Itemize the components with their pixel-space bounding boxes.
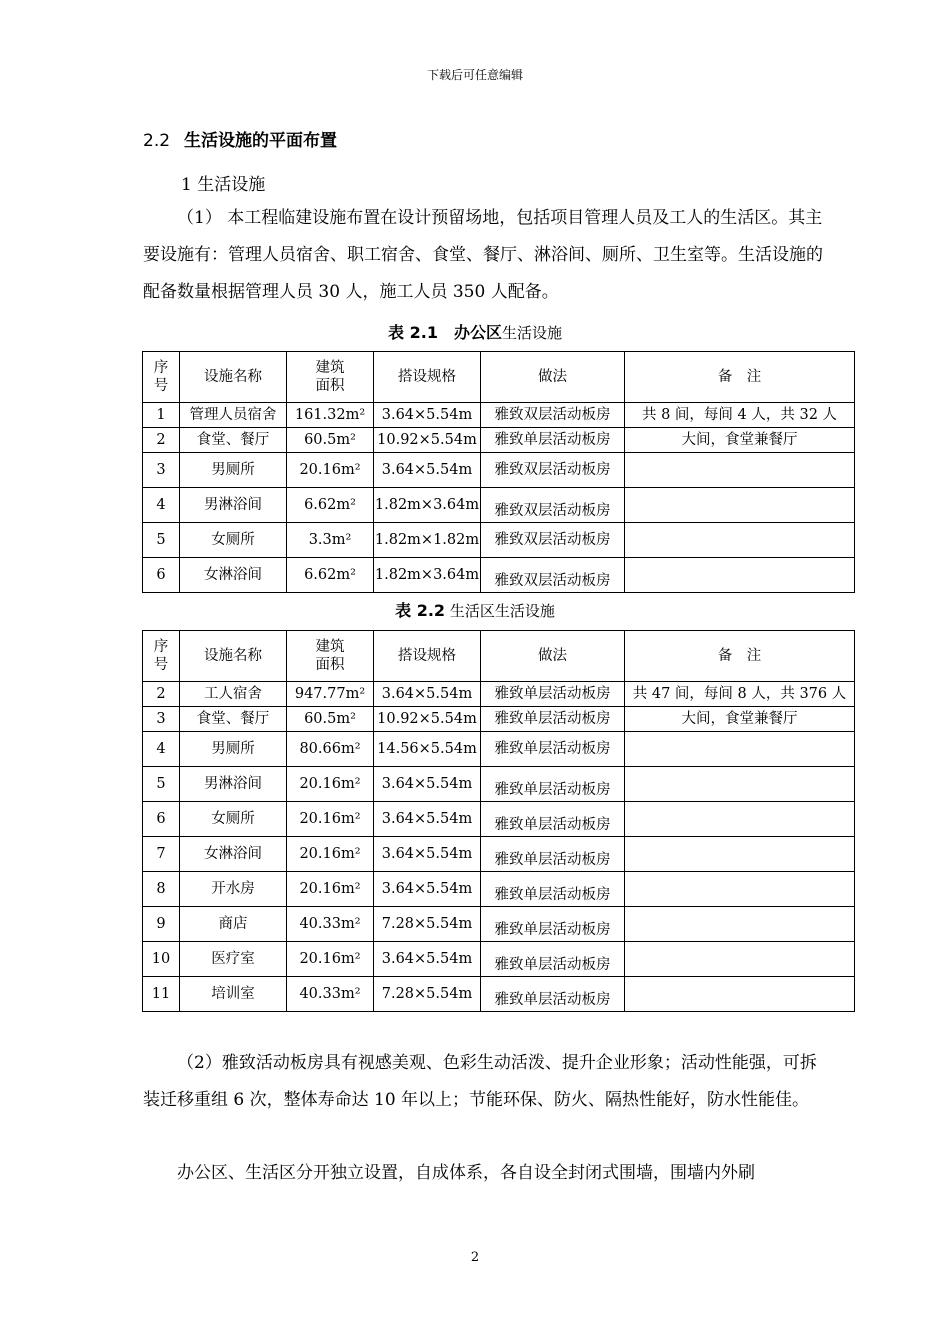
table-cell: 40.33m² <box>287 907 374 942</box>
table-cell: 3.64×5.54m <box>374 837 481 872</box>
header-cell: 建筑 面积 <box>287 631 374 682</box>
header-cell: 序 号 <box>143 352 180 403</box>
header-cell: 建筑 面积 <box>287 352 374 403</box>
header-cell: 设施名称 <box>180 631 287 682</box>
table-cell: 11 <box>143 977 180 1012</box>
table-cell: 1 <box>143 403 180 428</box>
table-cell: 共 8 间，每间 4 人，共 32 人 <box>625 403 855 428</box>
table-cell: 女厕所 <box>180 802 287 837</box>
subheading: 1 生活设施 <box>181 175 266 195</box>
table-cell: 大间，食堂兼餐厅 <box>625 428 855 453</box>
table-cell: 雅致单层活动板房 <box>481 767 625 802</box>
table-cell <box>625 872 855 907</box>
table-row <box>143 802 855 837</box>
table-cell: 雅致单层活动板房 <box>481 907 625 942</box>
table-cell: 雅致单层活动板房 <box>481 872 625 907</box>
table-row <box>143 942 855 977</box>
table-cell: 3.64×5.54m <box>374 802 481 837</box>
header-cell: 备 注 <box>625 631 855 682</box>
table-row <box>143 523 855 558</box>
table-cell: 20.16m² <box>287 872 374 907</box>
table-cell: 7 <box>143 837 180 872</box>
header-cell: 搭设规格 <box>374 631 481 682</box>
table-cell: 雅致单层活动板房 <box>481 977 625 1012</box>
table-cell: 雅致双层活动板房 <box>481 488 625 523</box>
table-cell: 14.56×5.54m <box>374 732 481 767</box>
table-cell: 3 <box>143 707 180 732</box>
table-row <box>143 837 855 872</box>
table-cell <box>625 732 855 767</box>
table-cell: 20.16m² <box>287 453 374 488</box>
paragraph-3: 办公区、生活区分开独立设置，自成体系，各自设全封闭式围墙，围墙内外刷 <box>177 1163 755 1183</box>
table-cell: 1.82m×3.64m <box>374 488 481 523</box>
table-cell: 男厕所 <box>180 732 287 767</box>
header-note: 下载后可任意编辑 <box>426 68 523 82</box>
table-row <box>143 428 855 453</box>
table-cell: 雅致单层活动板房 <box>481 942 625 977</box>
table-cell: 女厕所 <box>180 523 287 558</box>
table-cell: 雅致单层活动板房 <box>481 837 625 872</box>
table-cell: 食堂、餐厅 <box>180 707 287 732</box>
table-cell: 80.66m² <box>287 732 374 767</box>
table-cell: 雅致双层活动板房 <box>481 453 625 488</box>
table-cell: 10 <box>143 942 180 977</box>
table-cell <box>625 977 855 1012</box>
table-row <box>143 558 855 593</box>
table-cell: 2 <box>143 682 180 707</box>
table-cell: 6 <box>143 802 180 837</box>
table-row <box>143 403 855 428</box>
table-cell: 20.16m² <box>287 942 374 977</box>
table-cell <box>625 488 855 523</box>
table-cell: 3.64×5.54m <box>374 872 481 907</box>
table-row <box>143 682 855 707</box>
table-cell: 20.16m² <box>287 767 374 802</box>
table-cell <box>625 907 855 942</box>
table-cell <box>625 802 855 837</box>
paragraph-2: （2）雅致活动板房具有视感美观、色彩生动活泼、提升企业形象；活动性能强，可拆装迁移重组 6 次，整体寿命达 10 年以上；节能环保、防火、隔热性能好，防水性能佳。 <box>143 1053 817 1110</box>
table2-caption-rest: 生活区生活设施 <box>445 602 555 620</box>
table-cell: 3.64×5.54m <box>374 453 481 488</box>
page-number: 2 <box>470 1250 480 1265</box>
table-cell: 10.92×5.54m <box>374 428 481 453</box>
table-cell: 3.64×5.54m <box>374 942 481 977</box>
header-cell: 搭设规格 <box>374 352 481 403</box>
table-cell <box>625 942 855 977</box>
table-row <box>143 977 855 1012</box>
table1 <box>142 351 855 593</box>
table-cell: 3 <box>143 453 180 488</box>
table-cell: 3.64×5.54m <box>374 682 481 707</box>
table-row <box>143 872 855 907</box>
table-cell: 3.3m² <box>287 523 374 558</box>
table-cell: 1.82m×3.64m <box>374 558 481 593</box>
table-cell: 161.32m² <box>287 403 374 428</box>
table-cell: 60.5m² <box>287 707 374 732</box>
section-title-text: 生活设施的平面布置 <box>184 131 338 151</box>
section-title <box>143 126 337 151</box>
table-cell: 男厕所 <box>180 453 287 488</box>
table-cell: 工人宿舍 <box>180 682 287 707</box>
table2-header-row <box>143 631 855 682</box>
table-cell: 雅致单层活动板房 <box>481 428 625 453</box>
table-cell: 女淋浴间 <box>180 558 287 593</box>
table-cell: 共 47 间，每间 8 人，共 376 人 <box>625 682 855 707</box>
table-cell <box>625 837 855 872</box>
table-cell: 雅致双层活动板房 <box>481 523 625 558</box>
table-row <box>143 453 855 488</box>
table-row <box>143 907 855 942</box>
table-cell: 雅致单层活动板房 <box>481 802 625 837</box>
table-cell: 男淋浴间 <box>180 488 287 523</box>
table-cell <box>625 523 855 558</box>
table-row <box>143 707 855 732</box>
table-cell: 雅致双层活动板房 <box>481 403 625 428</box>
table-cell: 大间，食堂兼餐厅 <box>625 707 855 732</box>
table1-caption-bold: 表 2.1 办公区 <box>388 323 502 342</box>
header-cell: 设施名称 <box>180 352 287 403</box>
table-cell <box>625 453 855 488</box>
table-cell: 5 <box>143 523 180 558</box>
table-cell: 雅致单层活动板房 <box>481 707 625 732</box>
table-cell: 女淋浴间 <box>180 837 287 872</box>
table-row <box>143 732 855 767</box>
table-row <box>143 488 855 523</box>
table-cell: 3.64×5.54m <box>374 403 481 428</box>
table-cell: 培训室 <box>180 977 287 1012</box>
table-cell: 7.28×5.54m <box>374 977 481 1012</box>
table-cell: 60.5m² <box>287 428 374 453</box>
header-cell: 做法 <box>481 631 625 682</box>
table2-caption-bold: 表 2.2 <box>395 601 446 620</box>
table-cell: 雅致双层活动板房 <box>481 558 625 593</box>
header-cell: 序 号 <box>143 631 180 682</box>
table-cell: 2 <box>143 428 180 453</box>
table-cell: 9 <box>143 907 180 942</box>
table-cell: 管理人员宿舍 <box>180 403 287 428</box>
table-row <box>143 767 855 802</box>
table1-caption-rest: 生活设施 <box>501 324 562 342</box>
table-cell: 5 <box>143 767 180 802</box>
header-cell: 备 注 <box>625 352 855 403</box>
table-cell: 雅致单层活动板房 <box>481 732 625 767</box>
section-number: 2.2 <box>143 131 171 151</box>
table-cell: 3.64×5.54m <box>374 767 481 802</box>
table-cell: 6.62m² <box>287 558 374 593</box>
paragraph-1: （1） 本工程临建设施布置在设计预留场地，包括项目管理人员及工人的生活区。其主要设施有：管理人员宿舍、职工宿舍、食堂、餐厅、淋浴间、厕所、卫生室等。生活设施的配备数量根据管理人员 30 人，施工人员 350 人配备。 <box>143 208 823 302</box>
table-cell: 商店 <box>180 907 287 942</box>
table-cell: 4 <box>143 732 180 767</box>
table2-caption <box>0 598 950 621</box>
table-cell <box>625 558 855 593</box>
table2 <box>142 630 855 1012</box>
table-cell: 男淋浴间 <box>180 767 287 802</box>
table-cell: 食堂、餐厅 <box>180 428 287 453</box>
header-cell: 做法 <box>481 352 625 403</box>
table-cell: 1.82m×1.82m <box>374 523 481 558</box>
table-cell: 20.16m² <box>287 837 374 872</box>
table-cell: 医疗室 <box>180 942 287 977</box>
table-cell: 947.77m² <box>287 682 374 707</box>
table-cell: 6 <box>143 558 180 593</box>
table-cell: 7.28×5.54m <box>374 907 481 942</box>
table-cell: 雅致单层活动板房 <box>481 682 625 707</box>
table1-caption <box>0 320 950 343</box>
table-cell: 8 <box>143 872 180 907</box>
table-cell: 开水房 <box>180 872 287 907</box>
table-cell <box>625 767 855 802</box>
table-cell: 10.92×5.54m <box>374 707 481 732</box>
table-cell: 20.16m² <box>287 802 374 837</box>
table-cell: 4 <box>143 488 180 523</box>
table-cell: 6.62m² <box>287 488 374 523</box>
table1-header-row <box>143 352 855 403</box>
table-cell: 40.33m² <box>287 977 374 1012</box>
